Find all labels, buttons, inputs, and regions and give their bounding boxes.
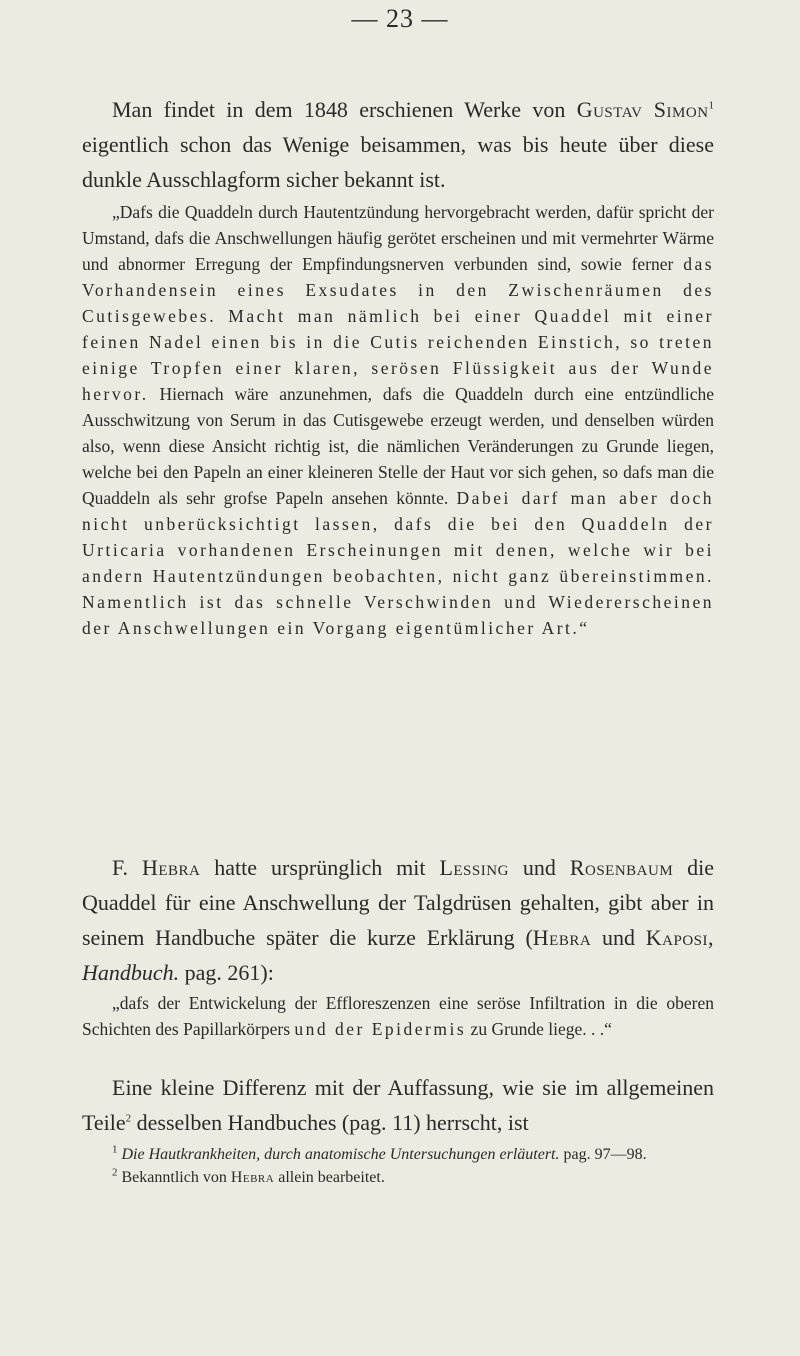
quote-hebra-text-b: zu Grunde liege. . .“ (470, 1019, 612, 1039)
paragraph-difference-text-a: Eine kleine Differenz mit der Auffassung, wie sie im allgemeinen Teile (82, 1075, 714, 1135)
quote-hebra-spaced: und der Epidermis (294, 1019, 467, 1039)
author-rosenbaum: Rosenbaum (569, 855, 674, 880)
quote-simon-text-a: „Dafs die Quaddeln durch Hautentzündung hervorgebracht werden, dafür spricht der Umstand, dafs die Anschwellungen häufig gerötet erscheinen und mit vermehrter Wärme und abnormer Erregung der Empfindungsnerven verbunden sind, sowie ferner (82, 202, 714, 274)
quote-simon-spaced-b: Dabei darf man aber doch nicht unberücksichtigt lassen, dafs die bei den Quaddeln der Urticaria vorhandenen Erscheinungen mit denen, welche wir bei andern Hautentzündungen beobachten, nicht ganz übereinstimmen. Namentlich ist das schnelle Verschwinden und Wiedererscheinen der Anschwellungen ein Vorgang eigentümlicher Art.“ (82, 488, 715, 638)
footnote-2 (82, 1166, 714, 1189)
author-kaposi: Kaposi, (645, 925, 715, 950)
footnote-ref-1: 1 (708, 99, 715, 112)
quote-hebra-text-a: „dafs der Entwickelung der Effloreszenzen eine seröse Infiltration in die oberen Schichten des Papillarkörpers (82, 993, 714, 1039)
footnotes (82, 1143, 714, 1189)
footnote-1-number: 1 (112, 1143, 118, 1156)
quote-simon-spaced-a: das Vorhandensein eines Exsudates in den Zwischenräumen des Cutisgewebes. Macht man nämlich bei einer Quaddel mit einer feinen Nadel einen bis in die Cutis reichenden Einstich, so treten einige Tropfen einer klaren, serösen Flüssigkeit aus der Wunde hervor. (82, 254, 715, 404)
author-hebra: Hebra (141, 855, 201, 880)
paragraph-hebra-text-b: die Quaddel für eine Anschwellung der Talgdrüsen gehalten, gibt aber in seinem Handbuche später die kurze Erklärung ( (82, 855, 715, 950)
work-title-handbuch: Handbuch. (82, 960, 180, 985)
footnote-ref-2: 2 (125, 1112, 132, 1125)
paragraph-difference-text-b: desselben Handbuches (pag. 11) herrscht, ist (136, 1110, 529, 1135)
footnote-2-text-b: allein bearbeitet. (278, 1169, 385, 1186)
quote-hebra (82, 990, 714, 1042)
footnote-2-number: 2 (112, 1166, 118, 1179)
paragraph-simon (82, 92, 714, 197)
author-hebra-2: Hebra (532, 925, 592, 950)
hebra-initial: F. (112, 855, 128, 880)
quote-simon (82, 199, 714, 641)
footnote-1-title: Die Hautkrankheiten, durch anatomische Untersuchungen erläutert. (121, 1146, 560, 1163)
footnote-2-text-a: Bekanntlich von (121, 1169, 227, 1186)
footnote-2-hebra: Hebra (230, 1169, 275, 1186)
author-gustav: Gustav (576, 97, 643, 122)
paragraph-simon-text-b: eigentlich schon das Wenige beisammen, was bis heute über diese dunkle Ausschlagform sicher bekannt ist. (82, 132, 714, 192)
footnote-1 (82, 1143, 714, 1166)
footnote-1-pages: pag. 97—98. (563, 1146, 647, 1163)
paragraph-difference (82, 1070, 714, 1140)
quote-simon-text-b: Hiernach wäre anzunehmen, dafs die Quaddeln durch eine entzündliche Ausschwitzung von Serum in das Cutisgewebe erzeugt werden, und denselben würden also, wenn diese Ansicht richtig ist, die nämlichen Veränderungen zu Grunde liegen, welche bei den Papeln an einer kleineren Stelle der Haut vor sich gehen, so dafs man die Quaddeln als sehr grofse Papeln ansehen könnte. (82, 384, 715, 508)
paragraph-hebra-text-c: pag. 261): (184, 960, 274, 985)
author-simon: Simon (653, 97, 709, 122)
author-lessing: Lessing (439, 855, 509, 880)
paragraph-hebra-und-2: und (601, 925, 635, 950)
paragraph-hebra (82, 850, 714, 990)
paragraph-hebra-text-a: hatte ursprünglich mit (214, 855, 426, 880)
paragraph-simon-text-a: Man findet in dem 1848 erschienen Werke von (112, 97, 566, 122)
page-number: — 23 — (351, 4, 449, 33)
paragraph-hebra-und: und (522, 855, 556, 880)
